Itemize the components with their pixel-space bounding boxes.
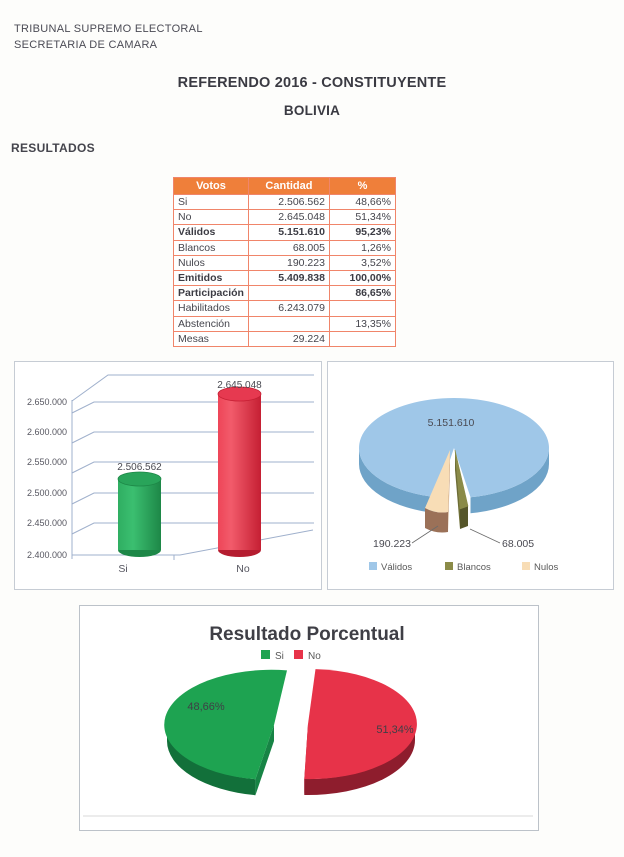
col-header-pct: %: [329, 178, 395, 195]
chart-title: Resultado Porcentual: [209, 624, 405, 645]
x-category-label-si: Si: [118, 563, 128, 575]
percent-pie-svg: [80, 606, 536, 828]
org-line-1: TRIBUNAL SUPREMO ELECTORAL: [14, 23, 203, 35]
floor-edge: [72, 530, 313, 555]
table-row: Emitidos 5.409.838 100,00%: [174, 270, 396, 285]
col-header-cantidad: Cantidad: [248, 178, 329, 195]
percent-pie-chart: [79, 605, 539, 831]
org-header: [14, 21, 203, 53]
legend-swatch-no: [294, 650, 303, 659]
table-header-row: [174, 178, 396, 195]
table-row: Blancos 68.005 1,26%: [174, 240, 396, 255]
pie-slice-validos: [359, 398, 549, 513]
legend-label-si: Si: [275, 651, 284, 662]
legend-swatch-nulos: [522, 562, 530, 570]
bar-value-label-si: 2.506.562: [117, 462, 162, 473]
pie-value-validos: 5.151.610: [427, 417, 475, 429]
col-header-votos: Votos: [174, 178, 249, 195]
legend-label-blancos: Blancos: [457, 562, 491, 573]
y-tick-label: 2.600.000: [26, 427, 67, 437]
page-title: REFERENDO 2016 - CONSTITUYENTE: [177, 75, 447, 91]
results-table: [173, 177, 396, 347]
table-row: Si 2.506.562 48,66%: [174, 195, 396, 210]
pie-value-no: 51,34%: [376, 724, 414, 736]
pie-value-blancos: 68.005: [502, 538, 535, 550]
y-tick-label: 2.500.000: [26, 488, 67, 498]
legend-label-no: No: [308, 651, 321, 662]
bar-chart: [14, 361, 322, 590]
page-subtitle: BOLIVIA: [283, 103, 341, 118]
x-axis-ticks: [72, 555, 174, 560]
pie-legend: [369, 562, 559, 573]
section-label-resultados: RESULTADOS: [11, 141, 95, 155]
legend-swatch-si: [261, 650, 270, 659]
bar-si: [118, 472, 161, 557]
table-row: Abstención 13,35%: [174, 316, 396, 331]
y-tick-label: 2.450.000: [26, 518, 67, 528]
legend-swatch-validos: [369, 562, 377, 570]
table-row: Mesas 29.224: [174, 331, 396, 346]
table-row: Habilitados 6.243.079: [174, 301, 396, 316]
y-tick-label: 2.550.000: [26, 457, 67, 467]
table-row: Participación 86,65%: [174, 286, 396, 301]
legend-swatch-blancos: [445, 562, 453, 570]
percent-legend: [261, 650, 321, 662]
org-line-2: SECRETARIA DE CAMARA: [14, 39, 158, 51]
legend-label-validos: Válidos: [381, 562, 413, 573]
table-row: Nulos 190.223 3,52%: [174, 255, 396, 270]
bar-value-label-no: 2.645.048: [217, 380, 262, 391]
table-row: Válidos 5.151.610 95,23%: [174, 225, 396, 240]
pie-slice-si: [164, 670, 287, 795]
y-tick-label: 2.650.000: [26, 397, 67, 407]
legend-label-nulos: Nulos: [534, 562, 559, 573]
pie-value-nulos: 190.223: [373, 538, 411, 550]
bar-no: [218, 387, 261, 557]
leader-lines: [412, 526, 500, 543]
x-category-label-no: No: [236, 563, 250, 575]
votes-pie-svg: [328, 362, 611, 587]
pie-value-si: 48,66%: [187, 701, 225, 713]
table-row: No 2.645.048 51,34%: [174, 210, 396, 225]
grid-lines: [72, 375, 314, 560]
y-tick-label: 2.400.000: [26, 550, 67, 560]
votes-pie-chart: [327, 361, 614, 590]
bar-chart-svg: [15, 362, 319, 587]
